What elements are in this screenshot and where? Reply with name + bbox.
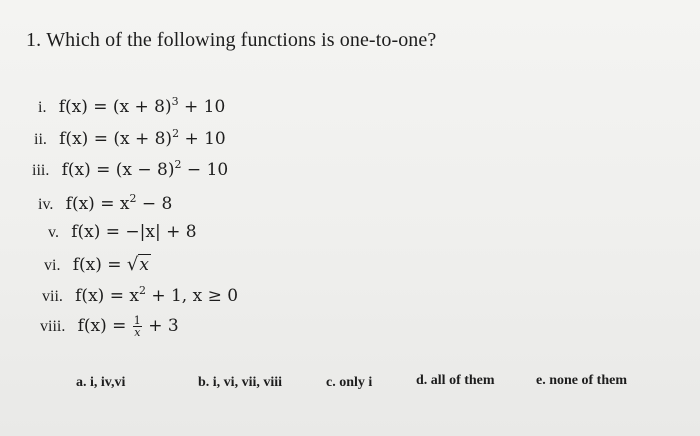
question-prompt (26, 29, 436, 52)
answer-choice-a[interactable]: a. i, iv,vi (76, 375, 126, 390)
option-expression: $f(x) = (x - 8)^2 - 10$ (61, 158, 229, 180)
answer-choice-c[interactable]: c. only i (326, 375, 373, 390)
answer-choice-d[interactable]: d. all of them (416, 373, 495, 388)
option-ii (34, 127, 226, 149)
option-v (48, 222, 197, 242)
fraction: $\frac{1}{x}$ (133, 314, 141, 339)
answer-choice-e[interactable]: e. none of them (536, 373, 627, 388)
option-iii (32, 158, 228, 180)
option-vii (42, 284, 238, 306)
option-iv (38, 192, 172, 214)
option-numeral: iii. (32, 162, 50, 179)
option-expression: f(x) = √x (72, 254, 149, 275)
option-numeral: i. (38, 99, 47, 116)
option-vi (44, 254, 151, 275)
question-number: 1. (26, 29, 42, 51)
option-numeral: viii. (40, 318, 66, 335)
answer-choice-b[interactable]: b. i, vi, vii, viii (198, 375, 283, 390)
option-expression: $f(x) = (x + 8)^2 + 10$ (59, 127, 226, 149)
option-numeral: v. (48, 224, 59, 241)
option-expression: f(x) = −|x| + 8 (71, 222, 197, 242)
option-expression: f(x) = $\frac{1}{x}$ + 3 (77, 314, 179, 339)
square-root-symbol: √x (126, 254, 149, 275)
option-viii (40, 315, 179, 338)
question-text: Which of the following functions is one-to-one? (46, 29, 437, 51)
option-expression: $f(x) = (x + 8)^3 + 10$ (58, 95, 226, 117)
option-i (38, 95, 225, 117)
option-numeral: vi. (44, 257, 61, 274)
option-expression: $f(x) = x^2 - 8$ (65, 192, 173, 214)
option-numeral: vii. (42, 288, 63, 305)
option-expression: $f(x) = x^2 + 1$, x ≥ 0 (75, 284, 239, 306)
option-numeral: ii. (34, 131, 47, 148)
option-numeral: iv. (38, 196, 54, 213)
